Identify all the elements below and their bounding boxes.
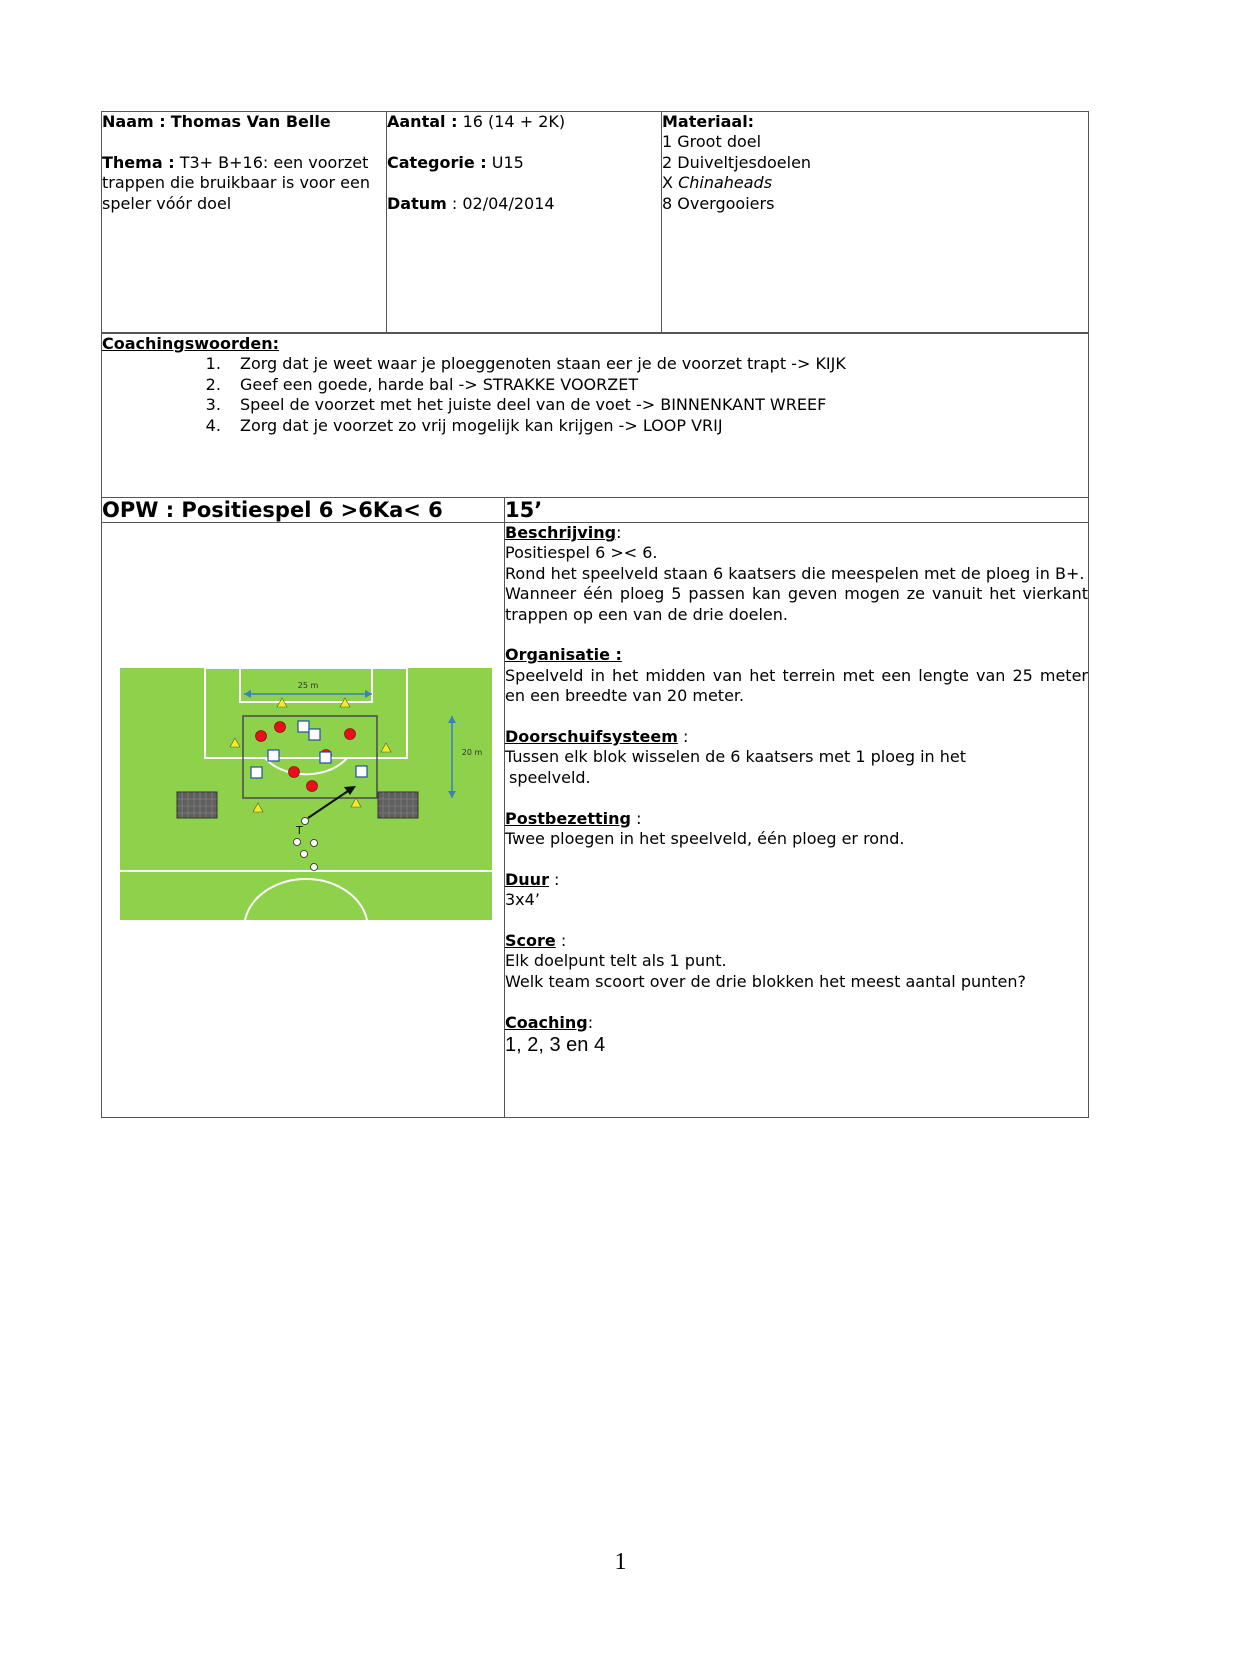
diagram-cell [102, 523, 505, 1118]
organisatie-text: Speelveld in het midden van het terrein met een lengte van 25 meter en een breedte van 20 meter. [505, 665, 1088, 706]
materiaal-item: X [662, 173, 673, 193]
materiaal-cell [662, 112, 1089, 333]
coaching-item: 1. Zorg dat je weet waar je ploeggenoten staan eer je de voorzet trapt -> KIJK [226, 354, 1088, 374]
postbezetting-text: Twee ploegen in het speelveld, één ploeg er rond. [505, 829, 905, 849]
thema-label: Thema : [102, 152, 175, 172]
red-player [307, 781, 318, 792]
score-label: Score [505, 931, 556, 951]
ball [311, 864, 318, 871]
exercise-duration: 15’ [505, 498, 1089, 523]
categorie-value: U15 [491, 152, 524, 172]
beschrijving-line: Rond het speelveld staan 6 kaatsers die meespelen met de ploeg in B+. [505, 563, 1085, 583]
aantal-value: 16 (14 + 2K) [462, 112, 566, 131]
materiaal-item: 2 Duiveltjesdoelen [662, 152, 812, 172]
coaching-table [101, 333, 1089, 498]
duur-text: 3x4’ [505, 890, 540, 910]
width-label: 25 m [297, 681, 319, 690]
trainer-label: T [296, 824, 303, 837]
organisatie-label: Organisatie : [505, 645, 622, 665]
doorschuif-line: Tussen elk blok wisselen de 6 kaatsers met 1 ploeg in het [505, 747, 967, 767]
height-label: 20 m [461, 748, 483, 757]
blue-player [320, 752, 331, 763]
aantal-label: Aantal : [387, 112, 458, 131]
ball [301, 851, 308, 858]
coaching-item: 3. Speel de voorzet met het juiste deel van de voet -> BINNENKANT WREEF [226, 395, 1088, 415]
coaching-cell [102, 334, 1089, 498]
beschrijving-line: Wanneer één ploeg 5 passen kan geven mogen ze vanuit het vierkant trappen op een van de drie doelen. [505, 584, 1088, 624]
materiaal-item: 1 Groot doel [662, 132, 762, 152]
blue-player [309, 729, 320, 740]
coaching-list [102, 354, 1088, 436]
datum-label: Datum [387, 193, 447, 213]
beschrijving-line: Positiespel 6 >< 6. [505, 543, 658, 563]
thema-value: T3+ B+16: een voorzet trappen die bruikbaar is voor een speler vóór doel [102, 152, 370, 213]
doorschuif-label: Doorschuifsysteem [505, 727, 678, 747]
small-goal-right [378, 792, 418, 818]
ball [311, 840, 318, 847]
aantal-cell [387, 112, 662, 333]
field-diagram [120, 668, 492, 920]
session-sheet [101, 111, 1089, 333]
description-cell: Beschrijving: Positiespel 6 >< 6. Rond het speelveld staan 6 kaatsers die meespelen met de ploeg in B+. Wanneer één ploeg 5 passen kan geven mogen ze vanuit het vierkant trappen op een van de drie doelen. Organisatie : Speelveld in het midden van het terrein met een lengte van 25 meter en een breedte van 20 meter. Doorschuifsysteem : Tussen elk blok wisselen de 6 kaatsers met 1 ploeg in het speelveld. Postbezetting : Twee ploegen in het speelveld, één ploeg er rond. Duur : 3x4’ Score : Elk doelpunt telt als 1 punt. Welk team scoort over de drie blokken het meest aantal punten? Coaching: 1, 2, 3 en 4 [505, 523, 1089, 1118]
materiaal-label: Materiaal: [662, 112, 755, 131]
name-theme-cell [102, 112, 387, 333]
score-line: Welk team scoort over de drie blokken het meest aantal punten? [505, 971, 1027, 991]
coaching-item: 4. Zorg dat je voorzet zo vrij mogelijk kan krijgen -> LOOP VRIJ [226, 416, 1088, 436]
small-goal-left [177, 792, 217, 818]
red-player [289, 767, 300, 778]
exercise-title: OPW : Positiespel 6 >6Ka< 6 [102, 498, 505, 523]
beschrijving-label: Beschrijving [505, 523, 617, 542]
red-player [275, 722, 286, 733]
score-line: Elk doelpunt telt als 1 punt. [505, 951, 727, 971]
naam-value: Thomas Van Belle [170, 112, 331, 131]
page-number: 1 [614, 1549, 627, 1575]
duur-label: Duur [505, 869, 549, 889]
exercise-table [101, 497, 1089, 1118]
coaching-item: 2. Geef een goede, harde bal -> STRAKKE VOORZET [226, 375, 1088, 395]
ball [302, 818, 309, 825]
materiaal-item: Chinaheads [678, 173, 773, 193]
blue-player [251, 767, 262, 778]
blue-player [356, 766, 367, 777]
ball [294, 839, 301, 846]
field-grass [120, 668, 492, 920]
datum-value: : 02/04/2014 [451, 193, 555, 213]
red-player [345, 729, 356, 740]
doorschuif-line: speelveld. [509, 767, 591, 787]
coaching-text: 1, 2, 3 en 4 [505, 1034, 606, 1057]
coaching-title: Coachingswoorden: [102, 334, 280, 353]
naam-label: Naam : [102, 112, 166, 131]
blue-player [268, 750, 279, 761]
coaching-label: Coaching [505, 1012, 588, 1032]
blue-player [298, 721, 309, 732]
materiaal-item: 8 Overgooiers [662, 193, 775, 213]
categorie-label: Categorie : [387, 152, 487, 172]
red-player [256, 731, 267, 742]
postbezetting-label: Postbezetting [505, 808, 631, 828]
